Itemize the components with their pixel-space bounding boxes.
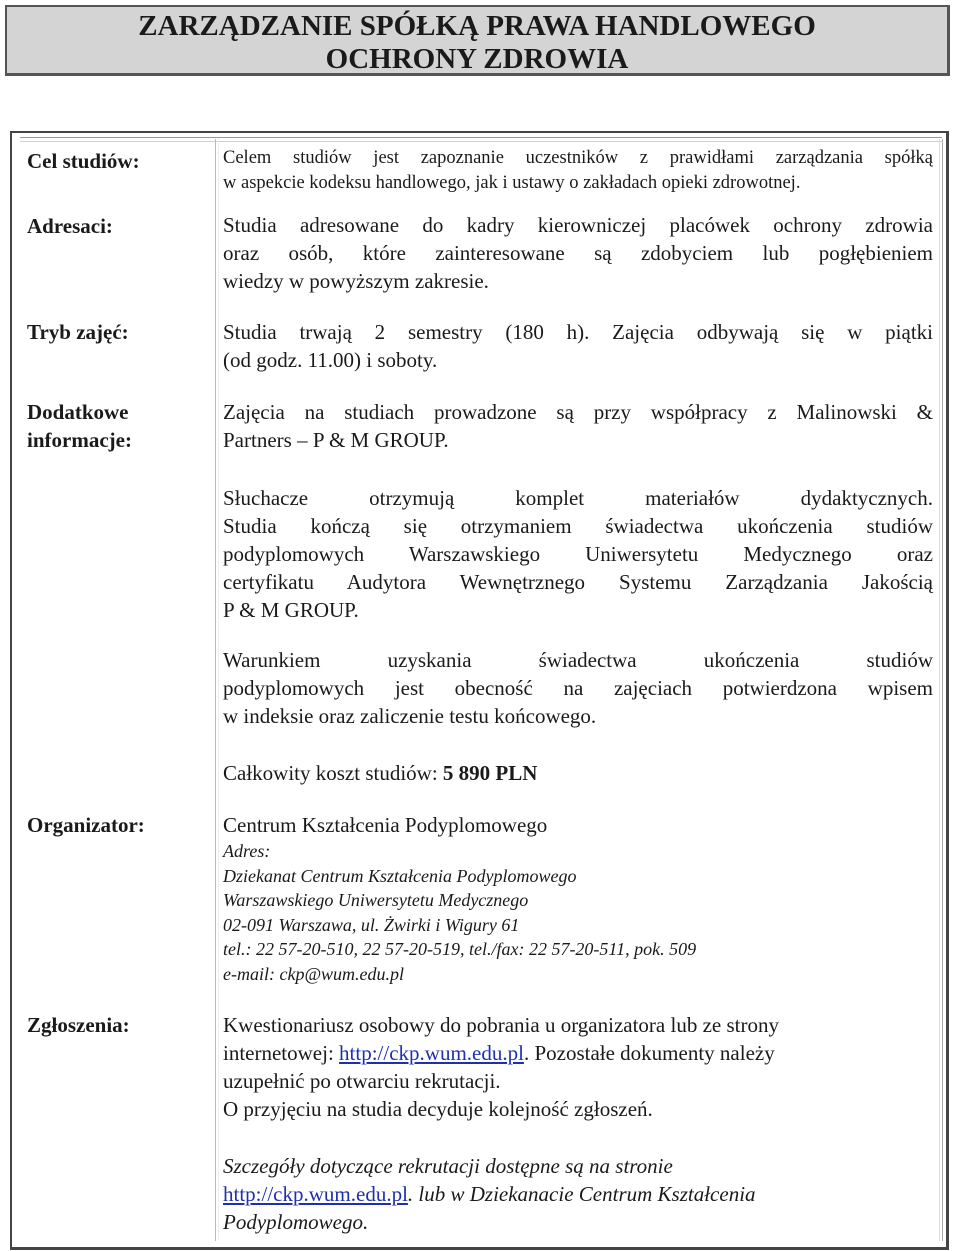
- warunkiem-line1: Warunkiem uzyskania świadectwa ukończenia studiów: [223, 648, 933, 672]
- tryb-zajec-text: [223, 318, 933, 374]
- rekrutacja-line1: Szczegóły dotyczące rekrutacji dostępne są na stronie: [223, 1154, 673, 1178]
- zgloszenia-line2: [223, 1039, 933, 1067]
- address-line2: Warszawskiego Uniwersytetu Medycznego: [223, 890, 529, 910]
- page-title-line2: OCHRONY ZDROWIA: [325, 43, 629, 75]
- panel-column-divider: [215, 139, 219, 1241]
- ckp-website-link-2[interactable]: http://ckp.wum.edu.pl: [223, 1182, 408, 1206]
- address-label: Adres:: [223, 841, 271, 861]
- address-line1: Dziekanat Centrum Kształcenia Podyplomowego: [223, 865, 577, 886]
- cel-line1: Celem studiów jest zapoznanie uczestników z prawidłami zarządzania spółką: [223, 148, 933, 168]
- tryb-line2: (od godz. 11.00) i soboty.: [223, 348, 438, 372]
- koszt-text: [223, 759, 933, 787]
- zgloszenia-line2-suffix: . Pozostałe dokumenty należy: [523, 1041, 775, 1065]
- ckp-website-link[interactable]: http://ckp.wum.edu.pl: [339, 1041, 524, 1065]
- adresaci-line1: Studia adresowane do kadry kierowniczej placówek ochrony zdrowia: [223, 213, 933, 237]
- koszt-value: 5 890 PLN: [442, 761, 538, 785]
- label-organizator: Organizator:: [27, 813, 145, 837]
- panel-top-rule: [20, 137, 942, 142]
- warunkiem-line3: w indeksie oraz zaliczenie testu końcowego.: [223, 704, 597, 728]
- cel-studiow-text: [223, 146, 933, 196]
- cel-line2: w aspekcie kodeksu handlowego, jak i ustawy o zakładach opieki zdrowotnej.: [223, 173, 801, 193]
- sluchacze-line2: Studia kończą się otrzymaniem świadectwa ukończenia studiów: [223, 514, 933, 538]
- warunkiem-text: [223, 646, 933, 730]
- rekrutacja-line2-suffix: . lub w Dziekanacie Centrum Kształcenia: [407, 1182, 756, 1206]
- zgloszenia-line2-prefix: internetowej:: [223, 1041, 340, 1065]
- label-tryb-zajec: Tryb zajęć:: [27, 320, 129, 344]
- page-title-line1: ZARZĄDZANIE SPÓŁKĄ PRAWA HANDLOWEGO: [138, 10, 816, 42]
- rekrutacja-line2: [223, 1180, 933, 1208]
- label-adresaci: Adresaci:: [27, 214, 113, 238]
- adresaci-line3: wiedzy w powyższym zakresie.: [223, 269, 489, 293]
- organizator-name: Centrum Kształcenia Podyplomowego: [223, 813, 548, 837]
- zgloszenia-line4: O przyjęciu na studia decyduje kolejność zgłoszeń.: [223, 1097, 653, 1121]
- address-phone: tel.: 22 57-20-510, 22 57-20-519, tel./fax: 22 57-20-511, pok. 509: [223, 939, 697, 959]
- adresaci-line2: oraz osób, które zainteresowane są zdobyciem lub pogłębieniem: [223, 241, 933, 265]
- dodatkowe-text: [223, 398, 933, 454]
- dodatkowe-line1: Zajęcia na studiach prowadzone są przy współpracy z Malinowski &: [223, 400, 933, 424]
- sluchacze-line5: P & M GROUP.: [223, 598, 359, 622]
- sluchacze-text: [223, 484, 933, 624]
- tryb-line1: Studia trwają 2 semestry (180 h). Zajęcia odbywają się w piątki: [223, 320, 933, 344]
- sluchacze-line3: podyplomowych Warszawskiego Uniwersytetu Medycznego oraz: [223, 542, 933, 566]
- zgloszenia-line3: uzupełnić po otwarciu rekrutacji.: [223, 1069, 501, 1093]
- address-email: e-mail: ckp@wum.edu.pl: [223, 963, 405, 984]
- label-cel-studiow: Cel studiów:: [27, 149, 140, 173]
- label-dodatkowe-line1: Dodatkowe: [27, 400, 129, 424]
- label-zgloszenia: Zgłoszenia:: [27, 1013, 130, 1037]
- sluchacze-line1: Słuchacze otrzymują komplet materiałów dydaktycznych.: [223, 486, 933, 510]
- koszt-prefix: Całkowity koszt studiów:: [223, 761, 443, 785]
- zgloszenia-text: [223, 1011, 933, 1123]
- title-box: [5, 5, 950, 76]
- dodatkowe-line2: Partners – P & M GROUP.: [223, 428, 449, 452]
- label-dodatkowe-line2: informacje:: [27, 428, 132, 452]
- adresaci-text: [223, 211, 933, 295]
- sluchacze-line4: certyfikatu Audytora Wewnętrznego Systemu Zarządzania Jakością: [223, 570, 933, 594]
- label-dodatkowe-informacje: [27, 398, 132, 454]
- rekrutacja-details: [223, 1152, 933, 1236]
- rekrutacja-line3: Podyplomowego.: [223, 1210, 369, 1234]
- zgloszenia-line1: Kwestionariusz osobowy do pobrania u organizatora lub ze strony: [223, 1013, 779, 1037]
- warunkiem-line2: podyplomowych jest obecność na zajęciach potwierdzona wpisem: [223, 676, 933, 700]
- organizator-address: [223, 839, 933, 986]
- panel-right-rail: [939, 139, 943, 1241]
- address-line3: 02-091 Warszawa, ul. Żwirki i Wigury 61: [223, 914, 520, 935]
